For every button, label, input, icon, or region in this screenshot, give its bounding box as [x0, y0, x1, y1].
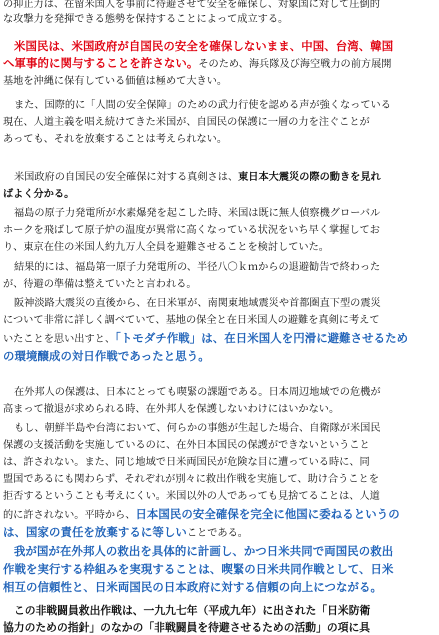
text-line: 基地を沖縄に保有している価値は極めて大きい。	[3, 76, 228, 87]
text-span: 的に許されない。平時から、	[3, 510, 136, 521]
text-line: 拒否するということも考えにくい。米国以外の人であっても見捨てることは、人道	[3, 491, 380, 502]
text-span: いたことを思い出すと、	[3, 334, 116, 345]
text-line: また、国際的に「人間の安全保障」のための武力行使を認める声が強くなっている	[14, 100, 391, 111]
text-line: 結果的には、福島第一原子力発電所の、半径八〇ｋｍからの退避勧告で終わった	[14, 262, 381, 273]
text-line: の抑止力は、在留米国人を事前に待避させて安全を確保し、対象国に対して圧倒的	[3, 0, 380, 10]
highlight-line: 我が国が在外邦人の救出を具体的に計画し、かつ日米共同で両国民の救出	[14, 544, 394, 558]
mixed-line	[3, 507, 400, 523]
text-line: は、許されない。また、同じ地域で日米両国民が危険な目に遭っている時に、同	[3, 457, 370, 468]
highlight-line: 作戦を実行する枠組みを実現することは、喫緊の日米共同作戦として、日米	[3, 562, 394, 576]
text-line: り、東京在住の米国人約九万人全員を避難させることを検討していた。	[3, 242, 329, 253]
highlight-line: 米国民は、米国政府が自国民の安全を確保しないまま、中国、台湾、韓国	[14, 39, 394, 53]
text-span: そのため、海兵隊及び海空戦力の前方展開	[198, 59, 392, 70]
text-line: あっても、それを放棄することは考えられない。	[3, 134, 228, 145]
highlight-text: へ軍事的に関与することを許さない。	[3, 56, 199, 70]
bold-line: ばよく分かる。	[3, 189, 75, 200]
text-line: 高まって撤退が求められる時、在外邦人を保護しないわけにはいかない。	[3, 404, 340, 415]
text-line: 保護の支援活動を実施しているのに、在外日本国民の保護ができないということ	[3, 440, 370, 451]
mixed-line	[3, 331, 408, 347]
bold-line: 協力のための指針」のなかの「非戦闘員を待避させるための活動」の項に具	[3, 621, 371, 634]
text-line: 現在、人道主義を唱え続けてきた米国が、自国民の保護に一層の力を注ぐことが	[3, 117, 370, 128]
highlight-text: 日本国民の安全確保を完全に他国に委ねるというの	[135, 507, 400, 521]
text-line: 阪神淡路大震災の直後から、在日米軍が、南関東地域震災や首都圏直下型の震災	[14, 298, 381, 309]
text-span: ことである。	[186, 528, 248, 539]
text-line: について非常に詳しく調べていて、基地の保全と在日米国人の避難を真剣に考えて	[3, 315, 380, 326]
text-line: 在外邦人の保護は、日本にとっても喫緊の課題である。日本周辺地域での危機が	[14, 387, 381, 398]
highlight-line: の環境醸成の対日作戦であったと思う。	[3, 349, 210, 363]
text-line: 福島の原子力発電所が水素爆発を起こした時、米国は既に無人偵察機グローバル	[14, 208, 381, 219]
text-line: が、待避の準備は整えていたと言われる。	[3, 279, 197, 290]
text-span: 米国政府の自国民の安全確保に対する真剣さは、	[14, 172, 239, 183]
text-line: もし、朝鮮半島や台湾において、何らかの事態が生起した場合、自衛隊が米国民	[14, 423, 381, 434]
mixed-line	[14, 171, 381, 185]
highlight-line: 相互の信頼性と、日米両国民の日本政府に対する信頼の向上につながる。	[3, 580, 382, 594]
text-line: な攻撃力を発揮できる態勢を保持することによって成立する。	[3, 14, 289, 25]
bold-text: 東日本大震災の際の動きを見れ	[238, 172, 381, 183]
text-line: 盟国であるにも関わらず、それぞれが別々に救出作戦を実施して、助け合うことを	[3, 474, 379, 485]
bold-line: この非戦闘員救出作戦は、一九九七年（平成九年）に出された「日米防衛	[14, 604, 371, 617]
highlight-text: は、国家の責任を放棄するに等しい	[3, 525, 187, 539]
text-line: ホークを飛ばして原子炉の温度が異常に高くなっている状況をいち早く掌握してお	[3, 225, 380, 236]
mixed-line	[3, 56, 392, 72]
mixed-line	[3, 525, 248, 541]
highlight-text: 「トモダチ作戦」は、在日米国人を円滑に避難させるため	[115, 331, 409, 345]
